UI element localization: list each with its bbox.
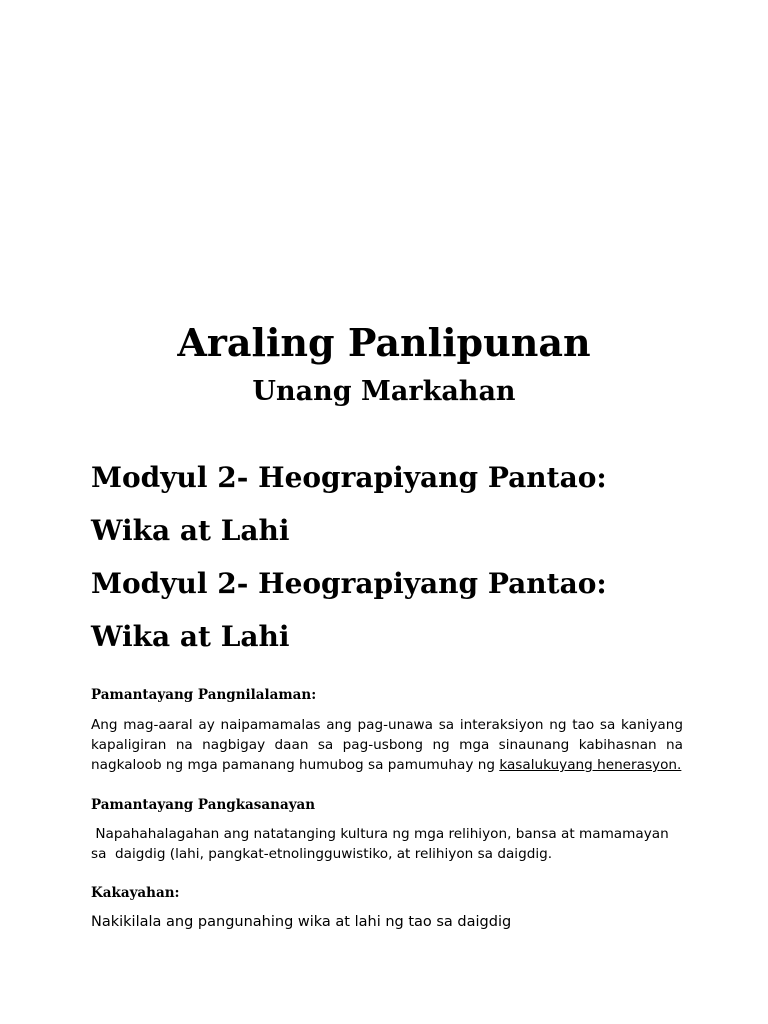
module-heading-1-line-1: Modyul 2- Heograpiyang Pantao: [91,461,607,494]
content-standard-paragraph [91,715,683,775]
content-standard-heading: Pamantayang Pangnilalaman: [91,687,317,703]
content-standard-line-3 [91,755,683,775]
module-heading-2-line-1: Modyul 2- Heograpiyang Pantao: [91,567,607,600]
performance-standard-paragraph [91,824,683,864]
performance-standard-line-1: Napahahalagahan ang natatanging kultura ng mga relihiyon, bansa at mamamayan [91,826,669,842]
competency-text: Nakikilala ang pangunahing wika at lahi ng tao sa daigdig [91,914,512,930]
module-heading-2-line-2: Wika at Lahi [91,620,290,653]
performance-standard-heading: Pamantayang Pangkasanayan [91,797,316,813]
underlined-phrase: kasalukuyang henerasyon. [499,757,682,773]
content-standard-line-1: Ang mag-aaral ay naipamamalas ang pag-unawa sa interaksiyon ng tao sa kaniyang [91,717,683,733]
module-heading-1-line-2: Wika at Lahi [91,514,290,547]
document-title: Araling Panlipunan [177,320,591,365]
performance-standard-line-2: sa daigdig (lahi, pangkat-etnolingguwistiko, at relihiyon sa daigdig. [91,846,553,862]
competency-heading: Kakayahan: [91,885,180,901]
content-standard-line-3-text: nagkaloob ng mga pamanang humubog sa pamumuhay ng [91,757,500,773]
document-subtitle: Unang Markahan [252,376,516,407]
content-standard-line-2: kapaligiran na nagbigay daan sa pag-usbong ng mga sinaunang kabihasnan na [91,737,683,753]
